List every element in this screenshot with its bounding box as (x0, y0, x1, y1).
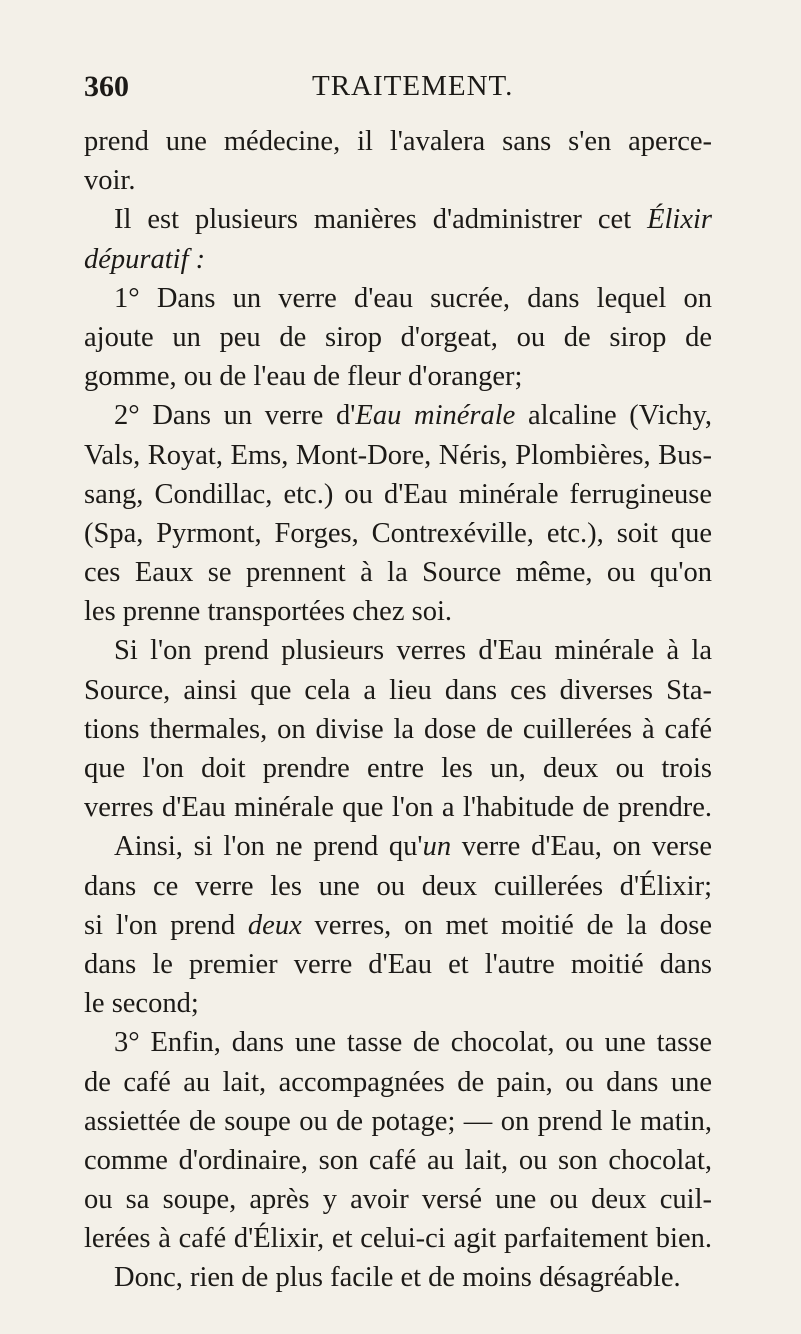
text-line: tions thermales, on divise la dose de cuillerées à café (84, 713, 712, 745)
text-line (84, 906, 712, 945)
italic-text: Élixir (647, 204, 712, 236)
body-text (84, 122, 712, 1298)
italic-text: un (422, 831, 452, 863)
text-line: voir. (84, 165, 136, 197)
italic-text: Eau minérale (355, 400, 516, 432)
text-segment: verre d'Eau, on verse (451, 831, 712, 863)
text-segment: si l'on prend (84, 909, 248, 941)
italic-text: deux (247, 909, 302, 941)
page-header (84, 70, 724, 110)
text-line (84, 240, 712, 279)
text-line: sang, Condillac, etc.) ou d'Eau minérale ferrugineuse (84, 478, 712, 510)
text-segment: 2° Dans un verre d' (114, 400, 356, 432)
text-line: que l'on doit prendre entre les un, deux ou trois (84, 753, 712, 784)
text-line (84, 396, 712, 435)
text-line (84, 200, 712, 239)
text-segment: Il est plusieurs manières d'administrer cet (114, 204, 648, 236)
text-line: dans le premier verre d'Eau et l'autre moitié dans (84, 948, 712, 980)
text-line: Si l'on prend plusieurs verres d'Eau minérale à la (114, 635, 712, 667)
text-segment: verres, on met moitié de la dose (301, 909, 713, 941)
page-number: 360 (84, 70, 129, 103)
text-line: prend une médecine, il l'avalera sans s'en aperce- (84, 126, 712, 157)
text-line: 1° Dans un verre d'eau sucrée, dans lequel on (114, 282, 712, 314)
text-line: le second; (84, 988, 199, 1020)
text-line: 3° Enfin, dans une tasse de chocolat, ou une tasse (114, 1027, 712, 1059)
text-line: Vals, Royat, Ems, Mont-Dore, Néris, Plombières, Bus- (84, 439, 712, 471)
text-line: verres d'Eau minérale que l'on a l'habitude de prendre. (84, 792, 712, 824)
text-line: de café au lait, accompagnées de pain, ou dans une (84, 1066, 712, 1098)
text-line: assiettée de soupe ou de potage; — on prend le matin, (84, 1105, 712, 1137)
text-line: comme d'ordinaire, son café au lait, ou son chocolat, (84, 1144, 712, 1176)
text-line: lerées à café d'Élixir, et celui-ci agit parfaitement bien. (84, 1223, 712, 1255)
text-segment: alcaline (Vichy, (515, 400, 713, 432)
text-line: Donc, rien de plus facile et de moins désagréable. (114, 1262, 681, 1294)
text-line: ajoute un peu de sirop d'orgeat, ou de sirop de (84, 321, 712, 353)
text-line (84, 827, 712, 866)
text-line: ces Eaux se prennent à la Source même, ou qu'on (84, 557, 712, 589)
text-line: dans ce verre les une ou deux cuillerées d'Élixir; (84, 870, 712, 902)
text-line: les prenne transportées chez soi. (84, 596, 452, 628)
running-head: TRAITEMENT. (312, 70, 514, 102)
text-segment: Ainsi, si l'on ne prend qu' (114, 831, 423, 863)
text-line: (Spa, Pyrmont, Forges, Contrexéville, etc.), soit que (84, 517, 712, 549)
text-line: Source, ainsi que cela a lieu dans ces diverses Sta- (84, 674, 712, 706)
italic-text: dépuratif : (84, 243, 206, 275)
text-line: ou sa soupe, après y avoir versé une ou deux cuil- (84, 1184, 712, 1216)
text-line: gomme, ou de l'eau de fleur d'oranger; (84, 361, 523, 393)
